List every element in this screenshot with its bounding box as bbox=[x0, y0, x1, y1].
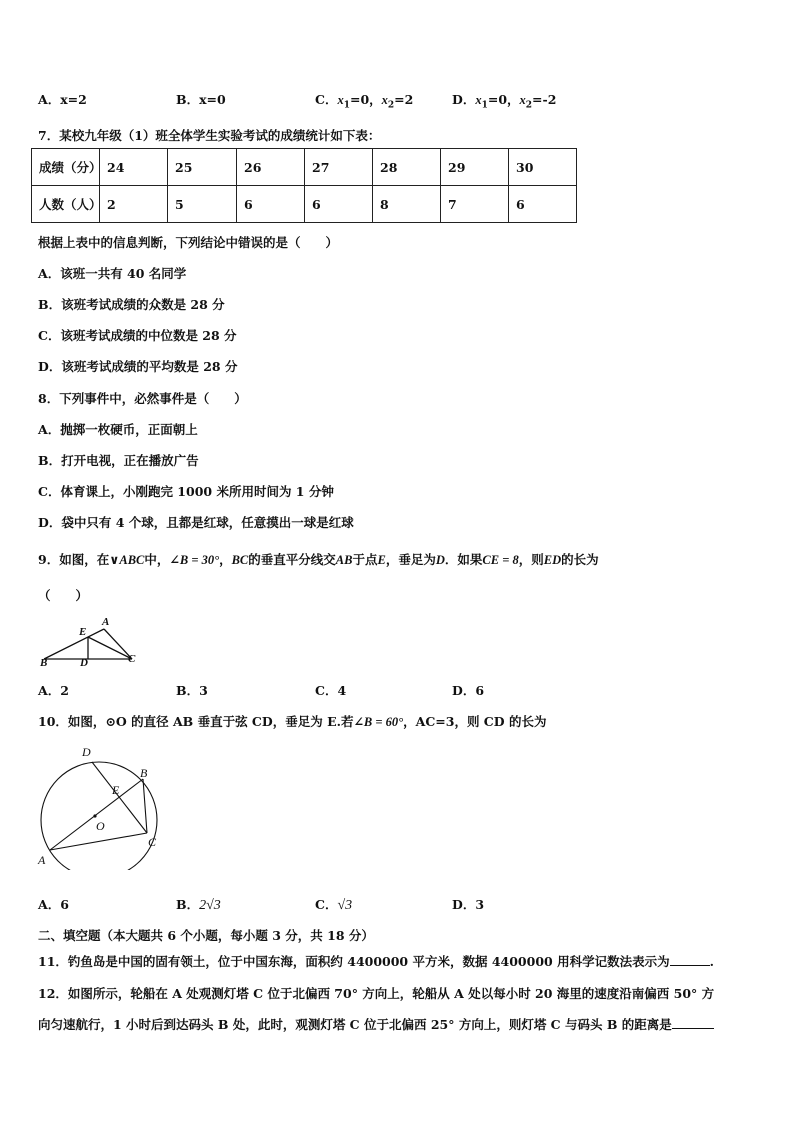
q9-triangle-figure bbox=[36, 612, 146, 668]
table-cell: 26 bbox=[237, 149, 305, 186]
table-cell: 成绩（分） bbox=[32, 149, 100, 186]
q9-answer-paren: （ ） bbox=[38, 588, 89, 603]
q8-option-b: B．打开电视，正在播放广告 bbox=[38, 453, 199, 468]
figure-label-d: D bbox=[82, 745, 91, 759]
table-cell: 29 bbox=[441, 149, 509, 186]
table-cell: 人数（人） bbox=[32, 186, 100, 223]
q12-line1: 12．如图所示，轮船在 A 处观测灯塔 C 位于北偏西 70° 方向上，轮船从 A 处以每小时 20 海里的速度沿南偏西 50° 方 bbox=[38, 986, 715, 1001]
table-cell: 5 bbox=[168, 186, 237, 223]
q8-option-d: D．袋中只有 4 个球，且都是红球，任意摸出一球是红球 bbox=[38, 515, 354, 530]
q8-option-a: A．抛掷一枚硬币，正面朝上 bbox=[38, 422, 198, 437]
q9-option-d: D．6 bbox=[452, 683, 485, 698]
q6-option-d: D．$x_1=0$，$x_2=-2$ bbox=[452, 92, 557, 111]
table-cell: 27 bbox=[305, 149, 373, 186]
figure-label-o: O bbox=[96, 819, 105, 833]
answer-blank[interactable] bbox=[672, 1016, 714, 1029]
section-heading: 二、填空题（本大题共 6 个小题，每小题 3 分，共 18 分） bbox=[38, 928, 374, 943]
q7-option-a: A．该班一共有 40 名同学 bbox=[38, 266, 187, 281]
table-cell: 6 bbox=[305, 186, 373, 223]
table-row-counts bbox=[32, 186, 577, 223]
figure-label-e: E bbox=[112, 783, 120, 797]
q7-stem: 7．某校九年级（1）班全体学生实验考试的成绩统计如下表： bbox=[38, 128, 381, 143]
q6-option-b: B．x=0 bbox=[176, 92, 226, 107]
q10-option-b: B．2√3 bbox=[176, 897, 221, 913]
figure-label-c: C bbox=[128, 653, 136, 665]
q10-circle-figure bbox=[32, 740, 167, 870]
table-cell: 6 bbox=[509, 186, 577, 223]
q7-option-d: D．该班考试成绩的平均数是 28 分 bbox=[38, 359, 238, 374]
q10-stem: 10．如图，⊙O 的直径 AB 垂直于弦 CD，垂足为 E.若∠B = 60°，AC=3，则 CD 的长为 bbox=[38, 714, 547, 729]
table-cell: 30 bbox=[509, 149, 577, 186]
q7-option-c: C．该班考试成绩的中位数是 28 分 bbox=[38, 328, 237, 343]
table-row-scores bbox=[32, 149, 577, 186]
figure-label-a: A bbox=[38, 853, 46, 867]
q10-option-d: D．3 bbox=[452, 897, 485, 912]
figure-label-e: E bbox=[79, 626, 87, 638]
score-table bbox=[31, 148, 577, 223]
table-cell: 7 bbox=[441, 186, 509, 223]
q9-option-a: A．2 bbox=[38, 683, 69, 698]
q9-option-c: C．4 bbox=[315, 683, 347, 698]
table-cell: 2 bbox=[100, 186, 168, 223]
q9-stem: 9．如图，在∨ABC中，∠B = 30°，BC的垂直平分线交AB于点E，垂足为D．如果CE = 8，则ED的长为 bbox=[38, 552, 599, 567]
q6-option-a: A．x=2 bbox=[38, 92, 87, 107]
table-cell: 24 bbox=[100, 149, 168, 186]
q7-question: 根据上表中的信息判断，下列结论中错误的是（ ） bbox=[38, 235, 339, 250]
q6-option-c: C．$x_1=0$，$x_2=2$ bbox=[315, 92, 414, 111]
q10-option-a: A．6 bbox=[38, 897, 69, 912]
figure-label-d: D bbox=[80, 657, 88, 668]
answer-blank[interactable] bbox=[670, 953, 710, 966]
figure-label-a: A bbox=[102, 616, 110, 628]
table-cell: 28 bbox=[373, 149, 441, 186]
q8-stem: 8．下列事件中，必然事件是（ ） bbox=[38, 391, 247, 406]
table-cell: 8 bbox=[373, 186, 441, 223]
center-point bbox=[93, 814, 96, 817]
q10-option-c: C．√3 bbox=[315, 897, 353, 913]
figure-label-c: C bbox=[148, 835, 157, 849]
q9-option-b: B．3 bbox=[176, 683, 208, 698]
table-cell: 25 bbox=[168, 149, 237, 186]
q7-option-b: B．该班考试成绩的众数是 28 分 bbox=[38, 297, 225, 312]
q11-stem: 11．钓鱼岛是中国的固有领土，位于中国东海，面积约 4400000 平方米，数据 4400000 用科学记数法表示为 . bbox=[38, 954, 714, 969]
q12-line2: 向匀速航行，1 小时后到达码头 B 处，此时，观测灯塔 C 位于北偏西 25° 方向上，则灯塔 C 与码头 B 的距离是 bbox=[38, 1015, 714, 1033]
table-cell: 6 bbox=[237, 186, 305, 223]
figure-label-b: B bbox=[140, 766, 148, 780]
q8-option-c: C．体育课上，小刚跑完 1000 米所用时间为 1 分钟 bbox=[38, 484, 334, 499]
figure-label-b: B bbox=[40, 657, 48, 668]
